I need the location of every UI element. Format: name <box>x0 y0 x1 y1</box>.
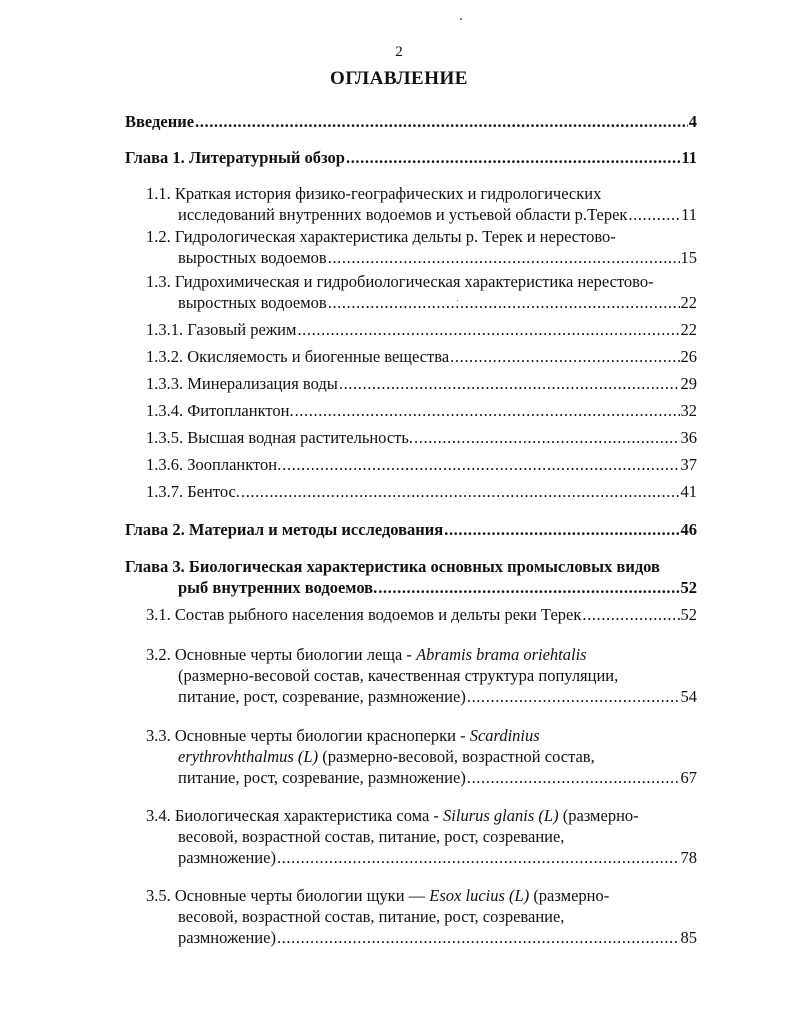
dot-leader <box>346 148 680 168</box>
toc-label: 3.2. Основные черты биологии леща - <box>146 645 417 664</box>
dot-leader <box>450 347 679 367</box>
toc-entry-chapter-3[interactable] <box>178 578 697 598</box>
toc-page: 4 <box>688 112 697 131</box>
toc-label: 1.3.4. Фитопланктон. <box>146 401 294 420</box>
toc-page: 78 <box>680 848 697 867</box>
toc-label: Введение <box>125 112 195 131</box>
toc-label: 3.1. Состав рыбного населения водоемов и дельты реки Терек <box>146 605 582 624</box>
toc-entry-3-5-line1[interactable] <box>146 886 609 906</box>
species-name: erythrovhthalmus (L) <box>178 747 319 766</box>
dot-leader <box>467 768 680 788</box>
dot-leader <box>628 205 680 225</box>
dot-leader <box>339 374 680 394</box>
toc-label: Глава 1. Литературный обзор <box>125 148 345 167</box>
toc-entry-1-3-6[interactable] <box>146 455 697 475</box>
toc-entry-1-1[interactable] <box>178 205 697 225</box>
toc-entry-1-1-line1[interactable]: 1.1. Краткая история физико-географических и гидрологических <box>146 184 602 203</box>
dot-leader <box>328 293 680 313</box>
toc-label: 1.3.7. Бентос. <box>146 482 240 501</box>
toc-label: исследований внутренних водоемов и устьевой области р.Терек <box>178 205 628 224</box>
toc-entry-1-3[interactable] <box>178 293 697 313</box>
toc-entry-3-4-line1[interactable] <box>146 806 639 826</box>
toc-page: 29 <box>680 374 697 393</box>
toc-page: 11 <box>681 148 697 167</box>
toc-page: 52 <box>680 578 697 597</box>
toc-label: рыб внутренних водоемов. <box>178 578 378 597</box>
toc-page: 11 <box>681 205 697 224</box>
toc-entry-intro[interactable] <box>125 112 697 132</box>
page-number: 2 <box>395 44 403 60</box>
toc-entry-chapter-2[interactable] <box>125 520 697 540</box>
toc-label: (размерно-весовой, возрастной состав, <box>318 747 595 766</box>
toc-entry-3-4[interactable] <box>178 848 697 868</box>
toc-entry-1-2[interactable] <box>178 248 697 268</box>
dot-leader <box>297 320 679 340</box>
dot-leader <box>282 455 679 475</box>
toc-page: 22 <box>680 320 697 339</box>
toc-page: 52 <box>680 605 697 624</box>
toc-label: 1.3.6. Зоопланктон. <box>146 455 282 474</box>
toc-entry-chapter-3-line1[interactable]: Глава 3. Биологическая характеристика основных промысловых видов <box>125 557 660 576</box>
toc-entry-3-2-line2[interactable]: (размерно-весовой состав, качественная структура популяции, <box>178 666 619 685</box>
toc-label: (размерно- <box>529 886 610 905</box>
toc-label: 3.4. Биологическая характеристика сома - <box>146 806 444 825</box>
toc-page: 15 <box>680 248 697 267</box>
toc-entry-1-3-2[interactable] <box>146 347 697 367</box>
toc-page: 22 <box>680 293 697 312</box>
toc-label: размножение) <box>178 848 276 867</box>
toc-page: 32 <box>680 401 697 420</box>
species-name: Abramis brama oriehtalis <box>416 645 587 664</box>
toc-page: 85 <box>680 928 697 947</box>
toc-label: 1.3.2. Окисляемость и биогенные вещества <box>146 347 450 366</box>
toc-label: 1.3.1. Газовый режим <box>146 320 297 339</box>
dot-leader <box>582 605 679 625</box>
toc-label: 3.5. Основные черты биологии щуки — <box>146 886 430 905</box>
toc-entry-1-3-3[interactable] <box>146 374 697 394</box>
dot-leader <box>414 428 679 448</box>
page-title: ОГЛАВЛЕНИЕ <box>330 68 468 89</box>
toc-entry-3-1[interactable] <box>146 605 697 625</box>
toc-label: (размерно- <box>558 806 639 825</box>
toc-label: Глава 2. Материал и методы исследования <box>125 520 444 539</box>
dot-leader <box>241 482 680 502</box>
toc-entry-3-2[interactable] <box>178 687 697 707</box>
toc-label: 1.3.3. Минерализация воды <box>146 374 338 393</box>
dot-leader <box>378 578 679 598</box>
toc-page: 54 <box>680 687 697 706</box>
toc-label: размножение) <box>178 928 276 947</box>
scan-speck <box>460 18 462 20</box>
toc-entry-1-2-line1[interactable]: 1.2. Гидрологическая характеристика дельты р. Терек и нерестово- <box>146 227 616 246</box>
dot-leader <box>328 248 680 268</box>
toc-label: выростных водоемов <box>178 248 327 267</box>
toc-entry-3-5[interactable] <box>178 928 697 948</box>
toc-page: 26 <box>680 347 697 366</box>
species-name: Silurus glanis (L) <box>443 806 559 825</box>
toc-entry-1-3-1[interactable] <box>146 320 697 340</box>
toc-page: 36 <box>680 428 697 447</box>
toc-entry-3-2-line1[interactable] <box>146 645 587 665</box>
toc-entry-3-5-line2[interactable]: весовой, возрастной состав, питание, рост, созревание, <box>178 907 565 926</box>
toc-page: 67 <box>680 768 697 787</box>
toc-entry-3-4-line2[interactable]: весовой, возрастной состав, питание, рост, созревание, <box>178 827 565 846</box>
toc-entry-1-3-line1[interactable]: 1.3. Гидрохимическая и гидробиологическая характеристика нерестово- <box>146 272 654 291</box>
toc-entry-1-3-4[interactable] <box>146 401 697 421</box>
toc-label: питание, рост, созревание, размножение) <box>178 768 466 787</box>
toc-page: 41 <box>680 482 697 501</box>
toc-page: 46 <box>680 520 697 539</box>
toc-entry-chapter-1[interactable] <box>125 148 697 168</box>
toc-label: питание, рост, созревание, размножение) <box>178 687 466 706</box>
species-name: Esox lucius (L) <box>429 886 530 905</box>
toc-label: 1.3.5. Высшая водная растительность. <box>146 428 414 447</box>
dot-leader <box>195 112 688 132</box>
toc-entry-3-3[interactable] <box>178 768 697 788</box>
toc-entry-3-3-line1[interactable] <box>146 726 540 746</box>
toc-page: 37 <box>680 455 697 474</box>
dot-leader <box>295 401 680 421</box>
toc-entry-1-3-7[interactable] <box>146 482 697 502</box>
dot-leader <box>467 687 680 707</box>
toc-entry-3-3-line2[interactable] <box>178 747 595 767</box>
toc-label: выростных водоемов <box>178 293 327 312</box>
species-name: Scardinius <box>469 726 540 745</box>
toc-label: 3.3. Основные черты биологии красноперки - <box>146 726 470 745</box>
dot-leader <box>444 520 679 540</box>
dot-leader <box>277 848 680 868</box>
dot-leader <box>277 928 680 948</box>
toc-entry-1-3-5[interactable] <box>146 428 697 448</box>
